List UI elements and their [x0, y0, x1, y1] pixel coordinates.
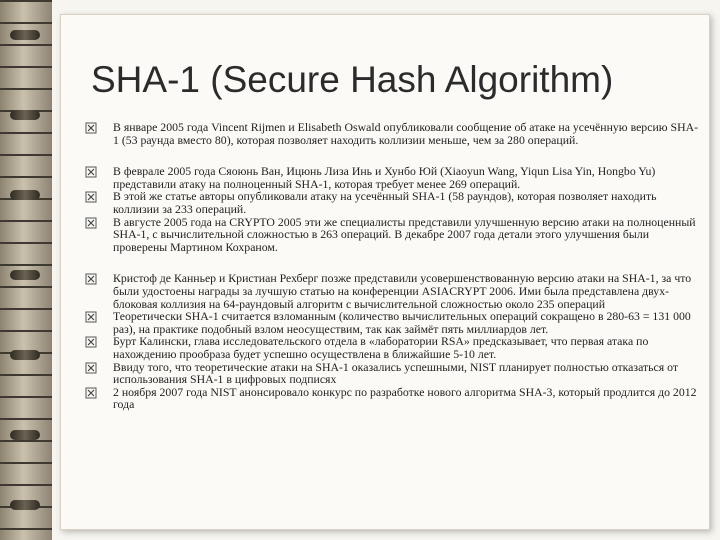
bullet-group — [85, 121, 701, 146]
checkbox-cross-icon — [85, 166, 98, 178]
binding-ring — [10, 430, 40, 440]
bullet-text: Ввиду того, что теоретические атаки на SHA-1 оказались успешными, NIST планирует полностью отказаться от использования SHA-1 в цифровых подписях — [113, 359, 679, 387]
binding-ring — [10, 110, 40, 120]
checkbox-cross-icon — [85, 273, 98, 285]
bullet-text: Бурт Калински, глава исследовательского отдела в «лаборатории RSA» предсказывает, что первая атака по нахождению прообраза будет успешно осуществлена в ближайшие 5-10 лет. — [113, 334, 649, 361]
checkbox-cross-icon — [85, 362, 98, 374]
bullet-item — [85, 386, 701, 411]
bullet-group — [85, 272, 701, 411]
binding-ring — [10, 350, 40, 360]
binding-ring — [10, 270, 40, 280]
checkbox-cross-icon — [85, 311, 98, 323]
checkbox-cross-icon — [85, 122, 98, 134]
spiral-binding — [0, 0, 52, 540]
binding-ring — [10, 500, 40, 510]
bullet-text: В августе 2005 года на CRYPTO 2005 эти же специалисты представили улучшенную версию атаки на полноценный SHA-1, с вычислительной сложностью в 263 операций. В декабре 2007 года детали этого улучшения были проверены Мартином Кохраном. — [113, 214, 696, 254]
slide-content — [85, 121, 701, 430]
bullet-item — [85, 216, 701, 254]
bullet-item — [85, 272, 701, 310]
checkbox-cross-icon — [85, 191, 98, 203]
checkbox-cross-icon — [85, 387, 98, 399]
bullet-item — [85, 310, 701, 335]
bullet-item — [85, 335, 701, 360]
bullet-text: В феврале 2005 года Сяоюнь Ван, Ицюнь Лиза Инь и Хунбо Юй (Xiaoyun Wang, Yiqun Lisa Yin, Hongbo Yu) представили атаку на полноценный SHA-1, которая требует менее 269 операций. — [113, 164, 656, 191]
slide-title: SHA-1 (Secure Hash Algorithm) — [91, 59, 614, 100]
bullet-item — [85, 121, 701, 146]
bullet-text: Кристоф де Канньер и Кристиан Рехберг позже представили усовершенствованную версию атаки на SHA-1, за что были удостоены награды за лучшую статью на конференции ASIACRYPT 2006. Ими была представлена двух-блоковая коллизия на 64-раундовый алгоритм с вычислительной сложностью около 235 операций — [113, 271, 692, 311]
bullet-text: 2 ноября 2007 года NIST анонсировало конкурс по разработке нового алгоритма SHA-3, который продлится до 2012 года — [113, 384, 697, 412]
bullet-text: В этой же статье авторы опубликовали атаку на усечённый SHA-1 (58 раундов), которая позволяет находить коллизии за 233 операций. — [113, 189, 657, 216]
bullet-item — [85, 361, 701, 386]
binding-ring — [10, 190, 40, 200]
bullet-item — [85, 165, 701, 190]
checkbox-cross-icon — [85, 217, 98, 229]
bullet-text: В январе 2005 года Vincent Rijmen и Elisabeth Oswald опубликовали сообщение об атаке на усечённую версию SHA-1 (53 раунда вместо 80), которая позволяет находить коллизии меньше, чем за 280 операций. — [113, 120, 699, 147]
slide-page — [60, 14, 710, 530]
checkbox-cross-icon — [85, 336, 98, 348]
binding-ring — [10, 30, 40, 40]
bullet-text: Теоретически SHA-1 считается взломанным (количество вычислительных операций сокращено в 280-63 = 131 000 раз), на практике подобный взлом неосуществим, так как займёт пять миллиардов лет. — [113, 309, 691, 336]
bullet-item — [85, 190, 701, 215]
bullet-group — [85, 165, 701, 253]
